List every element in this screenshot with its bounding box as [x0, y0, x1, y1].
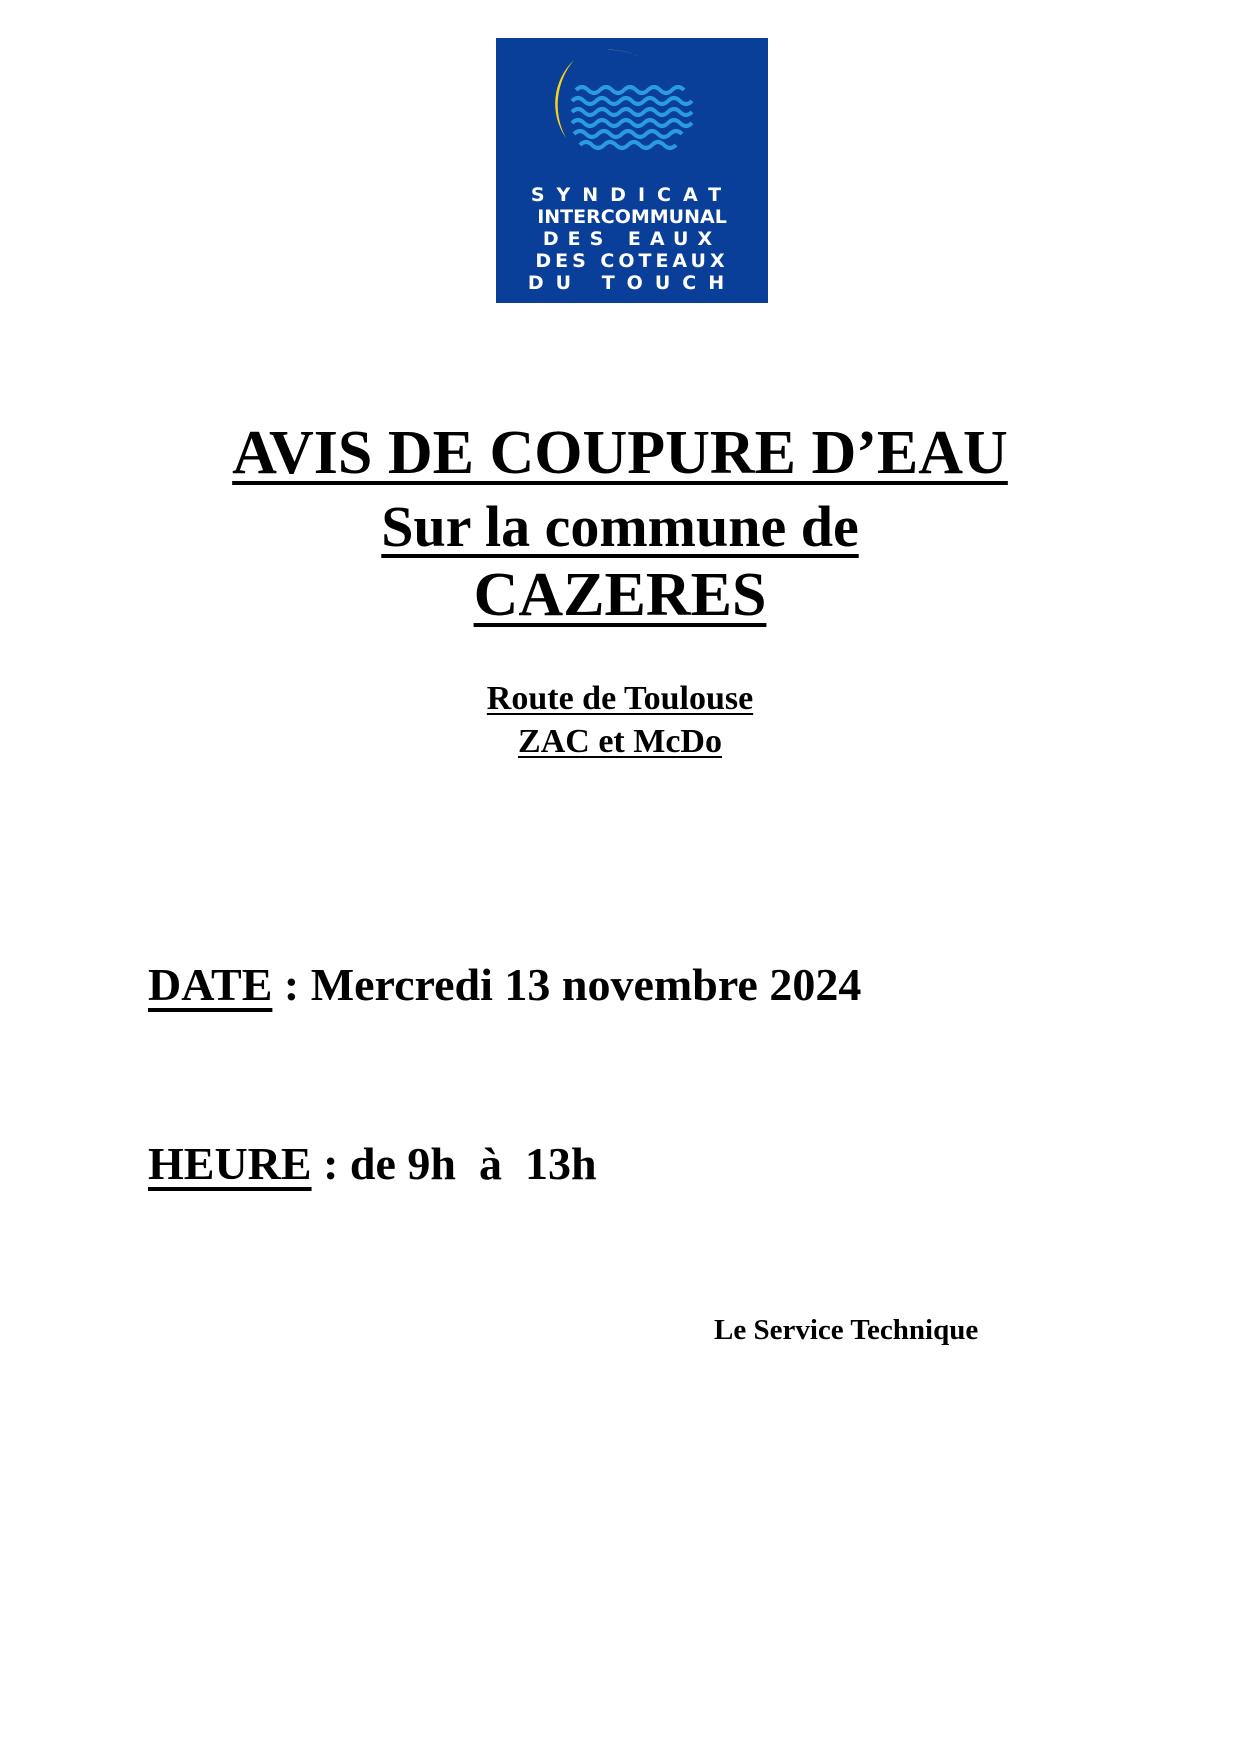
- notice-title-text: AVIS DE COUPURE D’EAU: [232, 419, 1008, 487]
- notice-commune: [0, 560, 1240, 630]
- date-line: [148, 957, 861, 1013]
- time-label: HEURE: [148, 1138, 312, 1189]
- signature: Le Service Technique: [714, 1314, 979, 1346]
- location-line-1-text: Route de Toulouse: [486, 680, 754, 717]
- syndicat-logo: [496, 38, 768, 303]
- location-line-2-text: ZAC et McDo: [518, 723, 722, 760]
- notice-title: [0, 418, 1240, 488]
- logo-line-1: SYNDICAT: [530, 184, 734, 206]
- time-line: [148, 1136, 597, 1192]
- logo-line-4: DES COTEAUX: [535, 250, 729, 272]
- location-line-2: [0, 721, 1240, 763]
- logo-line-2: INTERCOMMUNAL: [537, 206, 727, 228]
- date-label: DATE: [148, 959, 273, 1010]
- time-value: : de 9h à 13h: [311, 1138, 597, 1189]
- notice-commune-text: CAZERES: [473, 561, 767, 629]
- notice-subtitle-text: Sur la commune de: [381, 494, 859, 559]
- notice-subtitle: [0, 492, 1240, 562]
- logo-line-5: DU TOUCH: [527, 272, 737, 294]
- location-line-1: [0, 678, 1240, 720]
- logo-line-3: DES EAUX: [542, 228, 722, 250]
- date-value: : Mercredi 13 novembre 2024: [272, 959, 862, 1010]
